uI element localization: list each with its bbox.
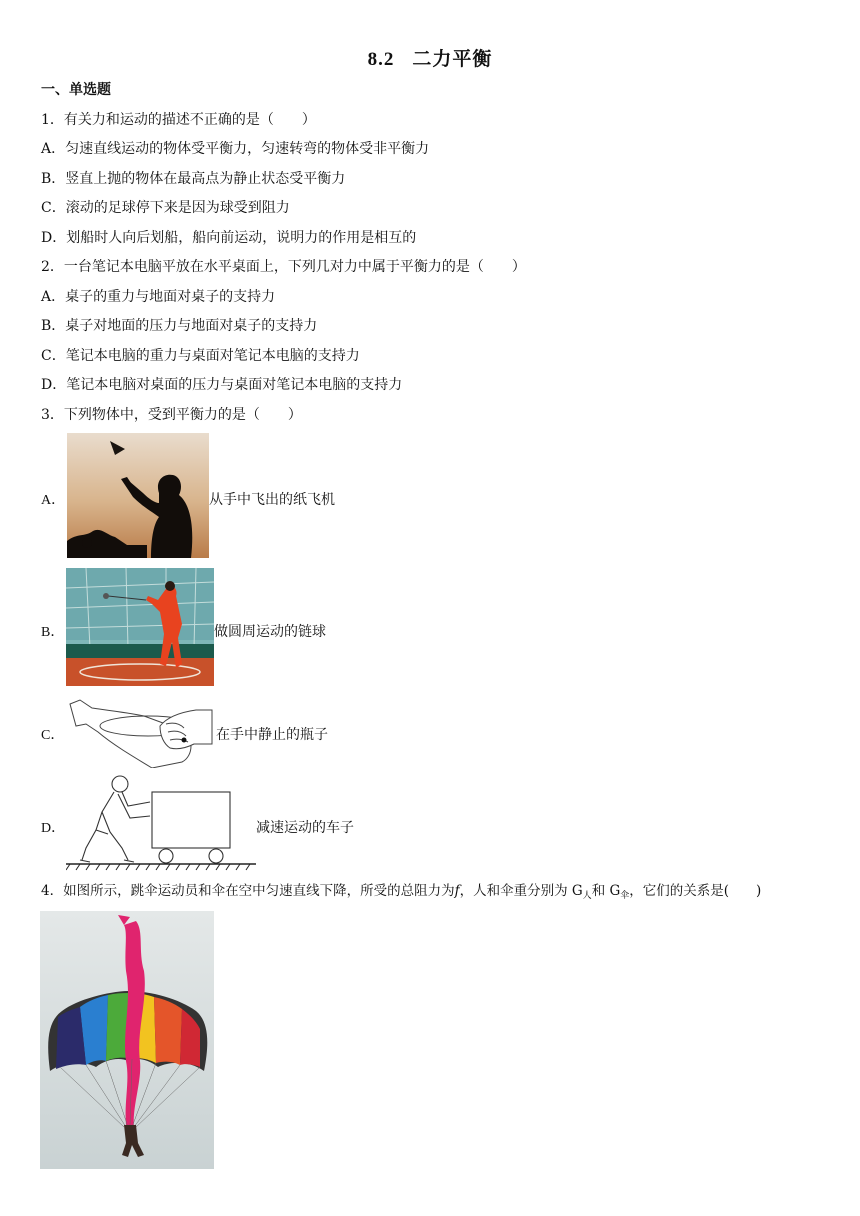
paper-plane-photo bbox=[67, 433, 209, 558]
q2-option-b: B．桌子对地面的压力与地面对桌子的支持力 bbox=[41, 318, 318, 334]
q3-option-a-letter: A． bbox=[41, 493, 66, 508]
pushing-cart-drawing bbox=[66, 772, 256, 872]
q3-option-d-text: 减速运动的车子 bbox=[256, 820, 354, 836]
hammer-throw-photo bbox=[66, 568, 214, 686]
q2-option-c: C．笔记本电脑的重力与桌面对笔记本电脑的支持力 bbox=[41, 348, 360, 364]
q1-option-b: B．竖直上抛的物体在最高点为静止状态受平衡力 bbox=[41, 171, 346, 187]
q4-stem-mid2: 和 G bbox=[591, 883, 621, 899]
q3-option-b-text: 做圆周运动的链球 bbox=[214, 624, 326, 640]
q4-stem-before: 4．如图所示，跳伞运动员和伞在空中匀速直线下降，所受的总阻力为 bbox=[41, 883, 455, 899]
parachute-photo bbox=[40, 911, 214, 1169]
q3-option-d-letter: D． bbox=[41, 821, 66, 836]
q2-option-a: A．桌子的重力与地面对桌子的支持力 bbox=[41, 289, 276, 305]
q4-sub-person: 人 bbox=[582, 891, 592, 901]
question-3-stem: 3．下列物体中，受到平衡力的是（ ） bbox=[41, 407, 302, 423]
page-title bbox=[0, 44, 860, 71]
question-4-stem bbox=[41, 882, 761, 905]
q4-stem-after: ，它们的关系是( ) bbox=[629, 883, 762, 899]
q4-stem-mid1: ，人和伞重分别为 G bbox=[459, 883, 583, 899]
q3-option-c-text: 在手中静止的瓶子 bbox=[216, 727, 328, 743]
section-number: 8.2 bbox=[367, 49, 395, 70]
question-1-stem: 1．有关力和运动的描述不正确的是（ ） bbox=[41, 112, 316, 128]
question-2-stem: 2．一台笔记本电脑平放在水平桌面上，下列几对力中属于平衡力的是（ ） bbox=[41, 259, 526, 275]
q4-symbol-f: f bbox=[454, 883, 460, 899]
title-text: 二力平衡 bbox=[412, 48, 493, 70]
q1-option-d: D．划船时人向后划船，船向前运动，说明力的作用是相互的 bbox=[41, 230, 417, 246]
q1-option-c: C．滚动的足球停下来是因为球受到阻力 bbox=[41, 200, 290, 216]
q3-option-b-letter: B． bbox=[41, 625, 65, 640]
q2-option-d: D．笔记本电脑对桌面的压力与桌面对笔记本电脑的支持力 bbox=[41, 377, 403, 393]
bottle-in-hand-drawing bbox=[62, 696, 216, 768]
q1-option-a: A．匀速直线运动的物体受平衡力，匀速转弯的物体受非平衡力 bbox=[41, 141, 430, 157]
q3-option-a-text: 从手中飞出的纸飞机 bbox=[209, 492, 335, 508]
section-heading: 一、单选题 bbox=[41, 82, 111, 98]
q3-option-c-letter: C． bbox=[41, 728, 65, 743]
q4-sub-parachute: 伞 bbox=[620, 891, 630, 901]
